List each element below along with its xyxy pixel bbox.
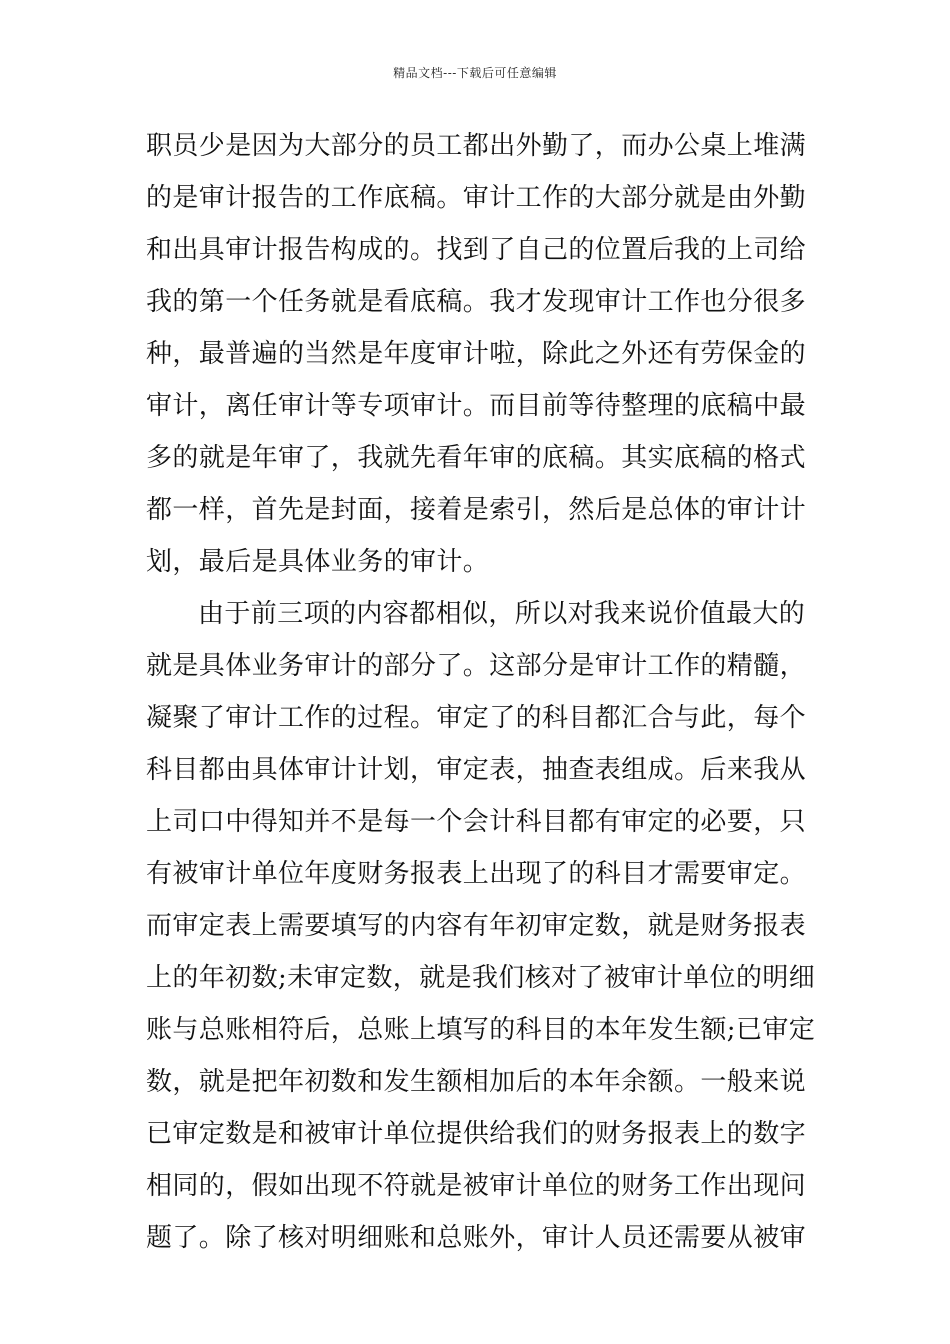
text-line: 而审定表上需要填写的内容有年初审定数，就是财务报表 [146,911,807,941]
text-line: 都一样，首先是封面，接着是索引，然后是总体的审计计 [146,495,807,525]
text-line: 审计，离任审计等专项审计。而目前等待整理的底稿中最 [146,391,807,421]
text-line: 多的就是年审了，我就先看年审的底稿。其实底稿的格式 [146,443,807,473]
text-line: 上的年初数;未审定数，就是我们核对了被审计单位的明细 [146,963,816,993]
page-header: 精品文档---下载后可任意编辑 [393,66,557,80]
text-line: 划，最后是具体业务的审计。 [146,547,490,577]
paragraph [146,120,808,588]
paragraph [146,588,816,1264]
text-line: 种，最普遍的当然是年度审计啦，除此之外还有劳保金的 [146,339,807,369]
text-line: 已审定数是和被审计单位提供给我们的财务报表上的数字 [146,1119,807,1149]
text-line: 数，就是把年初数和发生额相加后的本年余额。一般来说 [146,1067,807,1097]
text-line: 有被审计单位年度财务报表上出现了的科目才需要审定。 [146,859,807,889]
text-line: 职员少是因为大部分的员工都出外勤了，而办公桌上堆满 [146,131,807,161]
text-line: 科目都由具体审计计划，审定表，抽查表组成。后来我从 [146,755,807,785]
text-line: 题了。除了核对明细账和总账外，审计人员还需要从被审 [146,1223,807,1253]
text-line: 账与总账相符后，总账上填写的科目的本年发生额;已审定 [146,1015,816,1045]
text-line: 上司口中得知并不是每一个会计科目都有审定的必要，只 [146,807,807,837]
text-line: 凝聚了审计工作的过程。审定了的科目都汇合与此，每个 [146,703,807,733]
text-line: 和出具审计报告构成的。找到了自己的位置后我的上司给 [146,235,807,265]
text-line: 就是具体业务审计的部分了。这部分是审计工作的精髓， [146,651,807,681]
text-line: 由于前三项的内容都相似，所以对我来说价值最大的 [198,599,806,629]
text-line: 相同的，假如出现不符就是被审计单位的财务工作出现问 [146,1171,807,1201]
text-line: 的是审计报告的工作底稿。审计工作的大部分就是由外勤 [146,183,807,213]
document-body [146,120,816,1264]
text-line: 我的第一个任务就是看底稿。我才发现审计工作也分很多 [146,287,807,317]
